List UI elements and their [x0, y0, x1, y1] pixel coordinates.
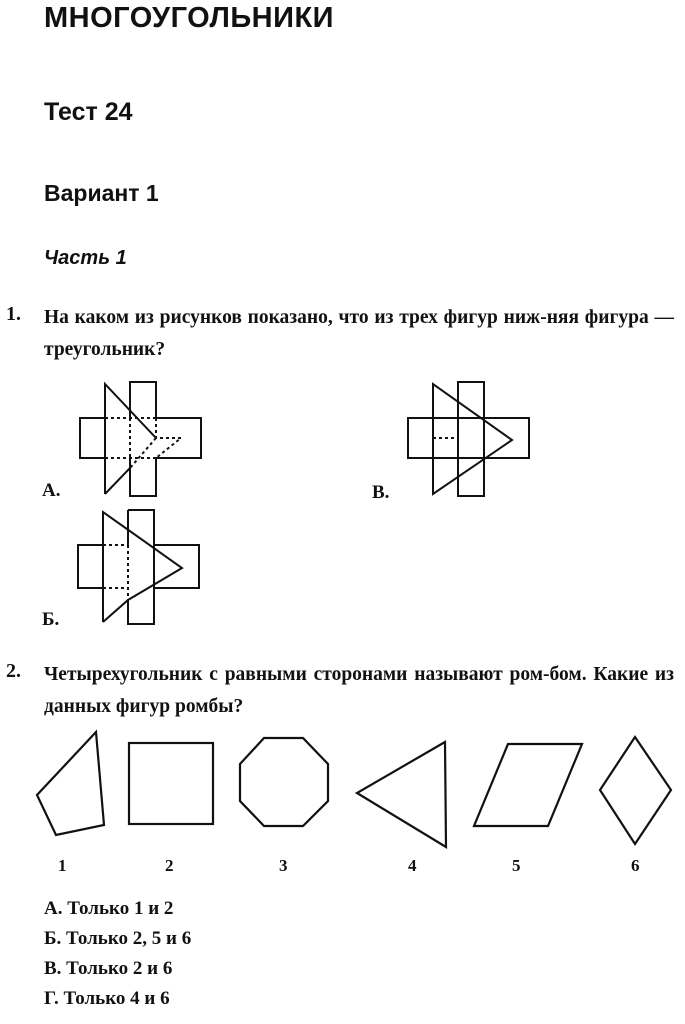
- figure-v-hidden-lines: [433, 418, 458, 458]
- test-title: Тест 24: [44, 98, 133, 126]
- shape-6-rhombus: [600, 737, 671, 844]
- figure-b-triangle: [103, 512, 182, 622]
- question-2-number: 2.: [6, 660, 21, 682]
- question-2-text: Четырехугольник с равными сторонами называют ром-бом. Какие из данных фигур ромбы?: [44, 664, 674, 717]
- shape-2-square: [129, 743, 213, 824]
- shape-number-6: 6: [631, 856, 640, 875]
- figure-v-triangle: [433, 384, 512, 494]
- figure-a-horizontal-rectangle-outline: [80, 418, 201, 458]
- option-a-label: А.: [42, 480, 61, 501]
- shape-4-triangle: [357, 742, 446, 847]
- question-1-figure-a: [76, 380, 206, 498]
- figure-a-triangle-lower-edge: [105, 468, 130, 494]
- variant-title: Вариант 1: [44, 180, 159, 206]
- answer-option-b: Б. Только 2, 5 и 6: [44, 928, 192, 949]
- shape-number-5: 5: [512, 856, 521, 875]
- figure-b-vertical-rectangle: [128, 510, 154, 624]
- shape-5-parallelogram: [474, 744, 582, 826]
- shape-1-quadrilateral: [37, 732, 104, 835]
- part-title: Часть 1: [44, 247, 127, 269]
- question-1-figure-v: [404, 380, 534, 498]
- option-v-label: В.: [372, 482, 390, 503]
- answer-option-a: А. Только 1 и 2: [44, 898, 174, 919]
- answer-option-g: Г. Только 4 и 6: [44, 988, 170, 1009]
- chapter-title: МНОГОУГОЛЬНИКИ: [44, 2, 335, 34]
- question-1-figure-b: [74, 508, 204, 626]
- shape-number-1: 1: [58, 856, 67, 875]
- answer-option-v: В. Только 2 и 6: [44, 958, 173, 979]
- shape-number-2: 2: [165, 856, 174, 875]
- figure-v-vertical-rectangle: [458, 382, 484, 496]
- question-1-number: 1.: [6, 303, 21, 325]
- shape-number-4: 4: [408, 856, 417, 875]
- figure-a-vertical-rectangle-outline: [130, 382, 156, 496]
- option-b-label: Б.: [42, 609, 60, 630]
- figure-b-hidden-lines: [103, 545, 128, 600]
- shape-number-3: 3: [279, 856, 288, 875]
- question-1-text: На каком из рисунков показано, что из трех фигур ниж-няя фигура — треугольник?: [44, 307, 674, 360]
- question-2-shapes: [0, 725, 685, 850]
- shape-3-octagon: [240, 738, 328, 826]
